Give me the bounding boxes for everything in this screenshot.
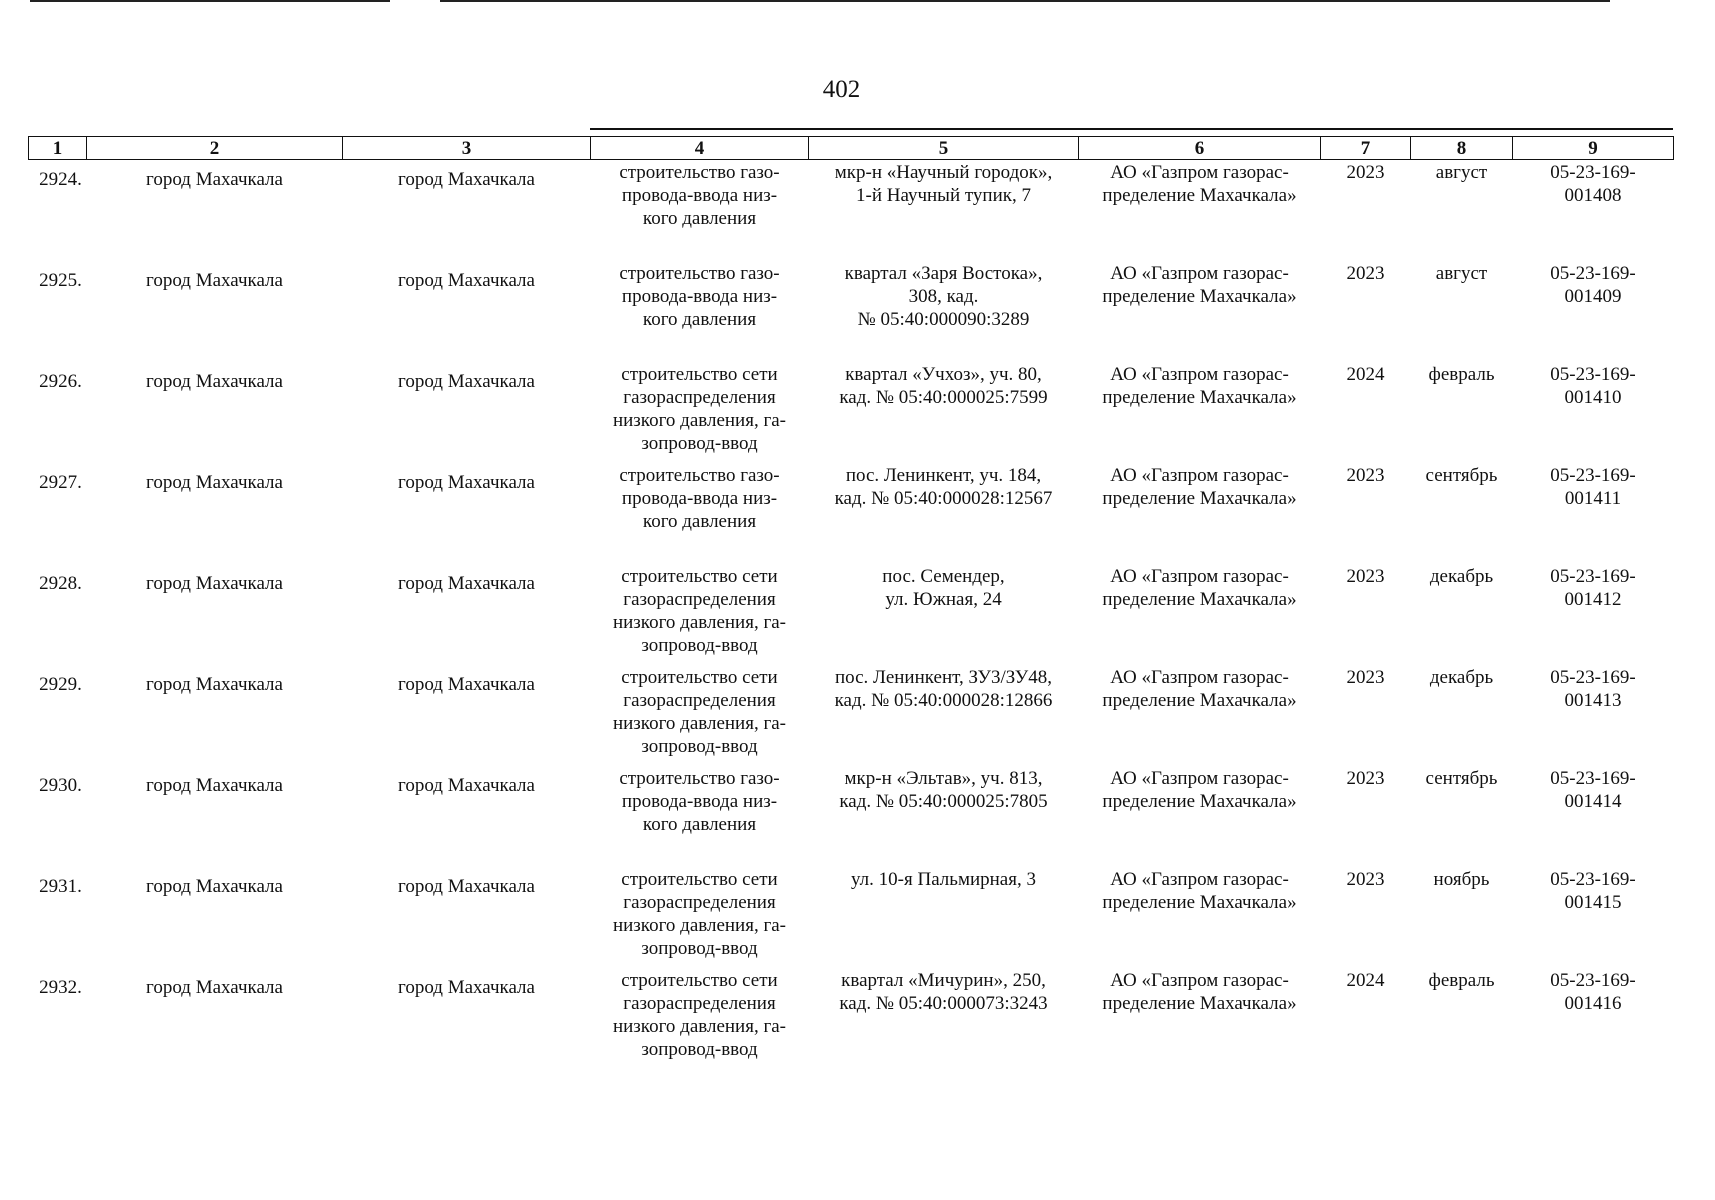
year-cell bbox=[1321, 464, 1411, 565]
month-cell bbox=[1411, 767, 1513, 868]
address-cell bbox=[809, 969, 1079, 1070]
organization-cell-line: АО «Газпром газорас- bbox=[1110, 162, 1289, 183]
object-description-cell-line: кого давления bbox=[642, 814, 757, 835]
table-header-row bbox=[29, 137, 1674, 160]
organization-cell-line: пределение Махачкала» bbox=[1102, 791, 1297, 812]
code-cell-line: 001413 bbox=[1564, 690, 1622, 711]
object-description-cell-line: газораспределения bbox=[623, 993, 776, 1014]
code-cell bbox=[1513, 565, 1674, 666]
code-cell-line: 001409 bbox=[1564, 286, 1622, 307]
address-cell bbox=[809, 160, 1079, 263]
month-cell-text: ноябрь bbox=[1433, 869, 1490, 890]
header-col-6: 6 bbox=[1079, 137, 1321, 160]
organization-cell-line: пределение Махачкала» bbox=[1102, 286, 1297, 307]
code-cell-line: 05-23-169- bbox=[1550, 162, 1636, 183]
header-col-9: 9 bbox=[1513, 137, 1674, 160]
year-cell-text: 2024 bbox=[1346, 364, 1385, 385]
header-col-8: 8 bbox=[1411, 137, 1513, 160]
year-cell-text: 2023 bbox=[1346, 263, 1385, 284]
settlement-cell bbox=[343, 969, 591, 1070]
object-description-cell-line: газораспределения bbox=[623, 892, 776, 913]
address-cell-line: квартал «Заря Востока», bbox=[844, 263, 1043, 284]
settlement-cell bbox=[343, 666, 591, 767]
organization-cell bbox=[1079, 969, 1321, 1070]
object-description-cell bbox=[591, 969, 809, 1070]
organization-cell-line: АО «Газпром газорас- bbox=[1110, 566, 1289, 587]
settlement-cell bbox=[343, 565, 591, 666]
header-col-3: 3 bbox=[343, 137, 591, 160]
code-cell bbox=[1513, 363, 1674, 464]
organization-cell-line: АО «Газпром газорас- bbox=[1110, 667, 1289, 688]
organization-cell-line: пределение Махачкала» bbox=[1102, 892, 1297, 913]
municipality-cell bbox=[87, 969, 343, 1070]
code-cell-line: 001416 bbox=[1564, 993, 1622, 1014]
address-cell bbox=[809, 565, 1079, 666]
object-description-cell-line: провода-ввода низ- bbox=[621, 185, 778, 206]
year-cell bbox=[1321, 565, 1411, 666]
header-col-7: 7 bbox=[1321, 137, 1411, 160]
table-row bbox=[29, 464, 1674, 565]
year-cell bbox=[1321, 363, 1411, 464]
month-cell bbox=[1411, 565, 1513, 666]
month-cell-text: декабрь bbox=[1429, 566, 1494, 587]
address-cell bbox=[809, 767, 1079, 868]
code-cell bbox=[1513, 969, 1674, 1070]
row-number bbox=[29, 666, 87, 767]
table-row bbox=[29, 262, 1674, 363]
row-number-text: 2929. bbox=[39, 674, 82, 695]
address-cell-line: пос. Ленинкент, ЗУ3/ЗУ48, bbox=[834, 667, 1053, 688]
object-description-cell-line: низкого давления, га- bbox=[612, 410, 787, 431]
document-table bbox=[28, 136, 1674, 1070]
month-cell bbox=[1411, 969, 1513, 1070]
object-description-cell-line: газораспределения bbox=[623, 387, 776, 408]
object-description-cell bbox=[591, 565, 809, 666]
municipality-cell-text: город Махачкала bbox=[146, 371, 283, 392]
address-cell-line: ул. 10-я Пальмирная, 3 bbox=[851, 869, 1036, 890]
year-cell-text: 2023 bbox=[1346, 869, 1385, 890]
month-cell bbox=[1411, 363, 1513, 464]
year-cell bbox=[1321, 969, 1411, 1070]
table-row bbox=[29, 666, 1674, 767]
organization-cell-line: пределение Махачкала» bbox=[1102, 993, 1297, 1014]
code-cell-line: 001410 bbox=[1564, 387, 1622, 408]
organization-cell bbox=[1079, 666, 1321, 767]
address-cell-line: № 05:40:000090:3289 bbox=[857, 309, 1030, 330]
object-description-cell bbox=[591, 868, 809, 969]
code-cell bbox=[1513, 767, 1674, 868]
top-edge-rule-left bbox=[30, 0, 390, 2]
address-cell bbox=[809, 666, 1079, 767]
object-description-cell-line: строительство сети bbox=[621, 566, 778, 587]
header-col-2: 2 bbox=[87, 137, 343, 160]
settlement-cell bbox=[343, 767, 591, 868]
table-row bbox=[29, 868, 1674, 969]
month-cell bbox=[1411, 666, 1513, 767]
year-cell bbox=[1321, 666, 1411, 767]
address-cell bbox=[809, 262, 1079, 363]
table-row bbox=[29, 160, 1674, 263]
object-description-cell-line: низкого давления, га- bbox=[612, 915, 787, 936]
address-cell-line: кад. № 05:40:000028:12866 bbox=[834, 690, 1053, 711]
object-description-cell-line: кого давления bbox=[642, 309, 757, 330]
settlement-cell-text: город Махачкала bbox=[398, 775, 535, 796]
code-cell bbox=[1513, 666, 1674, 767]
page-number: 402 bbox=[822, 76, 861, 103]
settlement-cell-text: город Махачкала bbox=[398, 573, 535, 594]
object-description-cell-line: строительство газо- bbox=[619, 465, 780, 486]
top-edge-rule-right bbox=[440, 0, 1610, 2]
object-description-cell-line: кого давления bbox=[642, 208, 757, 229]
object-description-cell-line: строительство сети bbox=[621, 364, 778, 385]
header-col-1: 1 bbox=[29, 137, 87, 160]
table-row bbox=[29, 969, 1674, 1070]
row-number-text: 2925. bbox=[39, 270, 82, 291]
code-cell-line: 05-23-169- bbox=[1550, 970, 1636, 991]
row-number-text: 2924. bbox=[39, 169, 82, 190]
municipality-cell-text: город Махачкала bbox=[146, 472, 283, 493]
organization-cell bbox=[1079, 160, 1321, 263]
header-col-4: 4 bbox=[591, 137, 809, 160]
row-number bbox=[29, 464, 87, 565]
municipality-cell-text: город Махачкала bbox=[146, 775, 283, 796]
organization-cell-line: АО «Газпром газорас- bbox=[1110, 465, 1289, 486]
row-number bbox=[29, 363, 87, 464]
code-cell-line: 001414 bbox=[1564, 791, 1622, 812]
object-description-cell bbox=[591, 363, 809, 464]
code-cell bbox=[1513, 160, 1674, 263]
month-cell-text: сентябрь bbox=[1425, 768, 1498, 789]
organization-cell-line: пределение Махачкала» bbox=[1102, 185, 1297, 206]
object-description-cell-line: низкого давления, га- bbox=[612, 1016, 787, 1037]
year-cell-text: 2024 bbox=[1346, 970, 1385, 991]
settlement-cell-text: город Махачкала bbox=[398, 977, 535, 998]
organization-cell-line: АО «Газпром газорас- bbox=[1110, 768, 1289, 789]
address-cell bbox=[809, 363, 1079, 464]
row-number bbox=[29, 160, 87, 263]
address-cell-line: мкр-н «Эльтав», уч. 813, bbox=[844, 768, 1043, 789]
organization-cell bbox=[1079, 262, 1321, 363]
object-description-cell-line: зопровод-ввод bbox=[641, 938, 758, 959]
address-cell-line: 1-й Научный тупик, 7 bbox=[856, 185, 1031, 206]
address-cell-line: кад. № 05:40:000025:7805 bbox=[839, 791, 1048, 812]
month-cell-text: сентябрь bbox=[1425, 465, 1498, 486]
organization-cell-line: АО «Газпром газорас- bbox=[1110, 263, 1289, 284]
year-cell bbox=[1321, 262, 1411, 363]
month-cell bbox=[1411, 464, 1513, 565]
address-cell bbox=[809, 868, 1079, 969]
address-cell-line: 308, кад. bbox=[908, 286, 979, 307]
municipality-cell bbox=[87, 868, 343, 969]
object-description-cell-line: зопровод-ввод bbox=[641, 433, 758, 454]
settlement-cell-text: город Махачкала bbox=[398, 674, 535, 695]
object-description-cell-line: строительство сети bbox=[621, 970, 778, 991]
object-description-cell-line: строительство газо- bbox=[619, 162, 780, 183]
year-cell bbox=[1321, 868, 1411, 969]
address-cell-line: ул. Южная, 24 bbox=[885, 589, 1002, 610]
table-row bbox=[29, 363, 1674, 464]
table-row bbox=[29, 565, 1674, 666]
municipality-cell bbox=[87, 262, 343, 363]
settlement-cell bbox=[343, 160, 591, 263]
municipality-cell bbox=[87, 666, 343, 767]
month-cell bbox=[1411, 262, 1513, 363]
header-col-5: 5 bbox=[809, 137, 1079, 160]
address-cell-line: квартал «Учхоз», уч. 80, bbox=[845, 364, 1042, 385]
month-cell-text: февраль bbox=[1428, 364, 1495, 385]
organization-cell-line: пределение Махачкала» bbox=[1102, 488, 1297, 509]
month-cell bbox=[1411, 160, 1513, 263]
code-cell-line: 05-23-169- bbox=[1550, 768, 1636, 789]
code-cell bbox=[1513, 464, 1674, 565]
object-description-cell-line: строительство газо- bbox=[619, 263, 780, 284]
address-cell-line: пос. Семендер, bbox=[882, 566, 1005, 587]
header-top-rule bbox=[590, 128, 1673, 130]
code-cell-line: 05-23-169- bbox=[1550, 869, 1636, 890]
organization-cell-line: АО «Газпром газорас- bbox=[1110, 364, 1289, 385]
municipality-cell-text: город Махачкала bbox=[146, 169, 283, 190]
month-cell-text: август bbox=[1435, 162, 1488, 183]
address-cell-line: мкр-н «Научный городок», bbox=[834, 162, 1053, 183]
row-number bbox=[29, 767, 87, 868]
object-description-cell-line: строительство сети bbox=[621, 869, 778, 890]
municipality-cell-text: город Махачкала bbox=[146, 270, 283, 291]
organization-cell bbox=[1079, 565, 1321, 666]
object-description-cell-line: газораспределения bbox=[623, 589, 776, 610]
settlement-cell-text: город Махачкала bbox=[398, 472, 535, 493]
year-cell-text: 2023 bbox=[1346, 667, 1385, 688]
municipality-cell bbox=[87, 363, 343, 464]
organization-cell-line: пределение Махачкала» bbox=[1102, 589, 1297, 610]
table-body bbox=[29, 160, 1674, 1071]
code-cell-line: 001411 bbox=[1564, 488, 1622, 509]
municipality-cell-text: город Махачкала bbox=[146, 977, 283, 998]
code-cell-line: 05-23-169- bbox=[1550, 667, 1636, 688]
code-cell-line: 001408 bbox=[1564, 185, 1622, 206]
row-number-text: 2927. bbox=[39, 472, 82, 493]
municipality-cell bbox=[87, 160, 343, 263]
object-description-cell-line: зопровод-ввод bbox=[641, 1039, 758, 1060]
object-description-cell-line: низкого давления, га- bbox=[612, 713, 787, 734]
month-cell-text: декабрь bbox=[1429, 667, 1494, 688]
settlement-cell bbox=[343, 363, 591, 464]
settlement-cell-text: город Махачкала bbox=[398, 371, 535, 392]
municipality-cell bbox=[87, 565, 343, 666]
address-cell-line: кад. № 05:40:000025:7599 bbox=[839, 387, 1048, 408]
municipality-cell-text: город Махачкала bbox=[146, 876, 283, 897]
address-cell-line: кад. № 05:40:000073:3243 bbox=[839, 993, 1048, 1014]
object-description-cell-line: зопровод-ввод bbox=[641, 635, 758, 656]
object-description-cell-line: строительство сети bbox=[621, 667, 778, 688]
month-cell-text: февраль bbox=[1428, 970, 1495, 991]
organization-cell bbox=[1079, 868, 1321, 969]
address-cell-line: пос. Ленинкент, уч. 184, bbox=[845, 465, 1042, 486]
code-cell-line: 05-23-169- bbox=[1550, 364, 1636, 385]
object-description-cell-line: провода-ввода низ- bbox=[621, 286, 778, 307]
settlement-cell bbox=[343, 464, 591, 565]
row-number bbox=[29, 868, 87, 969]
row-number-text: 2928. bbox=[39, 573, 82, 594]
object-description-cell bbox=[591, 767, 809, 868]
object-description-cell-line: строительство газо- bbox=[619, 768, 780, 789]
year-cell-text: 2023 bbox=[1346, 566, 1385, 587]
municipality-cell bbox=[87, 767, 343, 868]
organization-cell-line: АО «Газпром газорас- bbox=[1110, 970, 1289, 991]
settlement-cell-text: город Махачкала bbox=[398, 270, 535, 291]
settlement-cell-text: город Махачкала bbox=[398, 169, 535, 190]
object-description-cell bbox=[591, 666, 809, 767]
object-description-cell bbox=[591, 464, 809, 565]
row-number-text: 2930. bbox=[39, 775, 82, 796]
settlement-cell bbox=[343, 262, 591, 363]
municipality-cell-text: город Махачкала bbox=[146, 573, 283, 594]
code-cell-line: 05-23-169- bbox=[1550, 263, 1636, 284]
month-cell-text: август bbox=[1435, 263, 1488, 284]
municipality-cell-text: город Махачкала bbox=[146, 674, 283, 695]
organization-cell bbox=[1079, 464, 1321, 565]
organization-cell bbox=[1079, 363, 1321, 464]
year-cell-text: 2023 bbox=[1346, 162, 1385, 183]
object-description-cell bbox=[591, 160, 809, 263]
row-number-text: 2932. bbox=[39, 977, 82, 998]
row-number bbox=[29, 262, 87, 363]
object-description-cell-line: низкого давления, га- bbox=[612, 612, 787, 633]
year-cell-text: 2023 bbox=[1346, 465, 1385, 486]
table-row bbox=[29, 767, 1674, 868]
year-cell bbox=[1321, 767, 1411, 868]
month-cell bbox=[1411, 868, 1513, 969]
year-cell bbox=[1321, 160, 1411, 263]
address-cell-line: квартал «Мичурин», 250, bbox=[841, 970, 1046, 991]
settlement-cell bbox=[343, 868, 591, 969]
year-cell-text: 2023 bbox=[1346, 768, 1385, 789]
organization-cell-line: АО «Газпром газорас- bbox=[1110, 869, 1289, 890]
row-number bbox=[29, 969, 87, 1070]
settlement-cell-text: город Махачкала bbox=[398, 876, 535, 897]
code-cell-line: 05-23-169- bbox=[1550, 465, 1636, 486]
municipality-cell bbox=[87, 464, 343, 565]
code-cell-line: 05-23-169- bbox=[1550, 566, 1636, 587]
organization-cell bbox=[1079, 767, 1321, 868]
organization-cell-line: пределение Махачкала» bbox=[1102, 690, 1297, 711]
object-description-cell-line: кого давления bbox=[642, 511, 757, 532]
code-cell bbox=[1513, 262, 1674, 363]
object-description-cell-line: газораспределения bbox=[623, 690, 776, 711]
object-description-cell-line: провода-ввода низ- bbox=[621, 791, 778, 812]
code-cell-line: 001412 bbox=[1564, 589, 1622, 610]
object-description-cell-line: зопровод-ввод bbox=[641, 736, 758, 757]
address-cell bbox=[809, 464, 1079, 565]
row-number-text: 2931. bbox=[39, 876, 82, 897]
code-cell-line: 001415 bbox=[1564, 892, 1622, 913]
organization-cell-line: пределение Махачкала» bbox=[1102, 387, 1297, 408]
row-number-text: 2926. bbox=[39, 371, 82, 392]
object-description-cell-line: провода-ввода низ- bbox=[621, 488, 778, 509]
address-cell-line: кад. № 05:40:000028:12567 bbox=[834, 488, 1053, 509]
object-description-cell bbox=[591, 262, 809, 363]
code-cell bbox=[1513, 868, 1674, 969]
row-number bbox=[29, 565, 87, 666]
